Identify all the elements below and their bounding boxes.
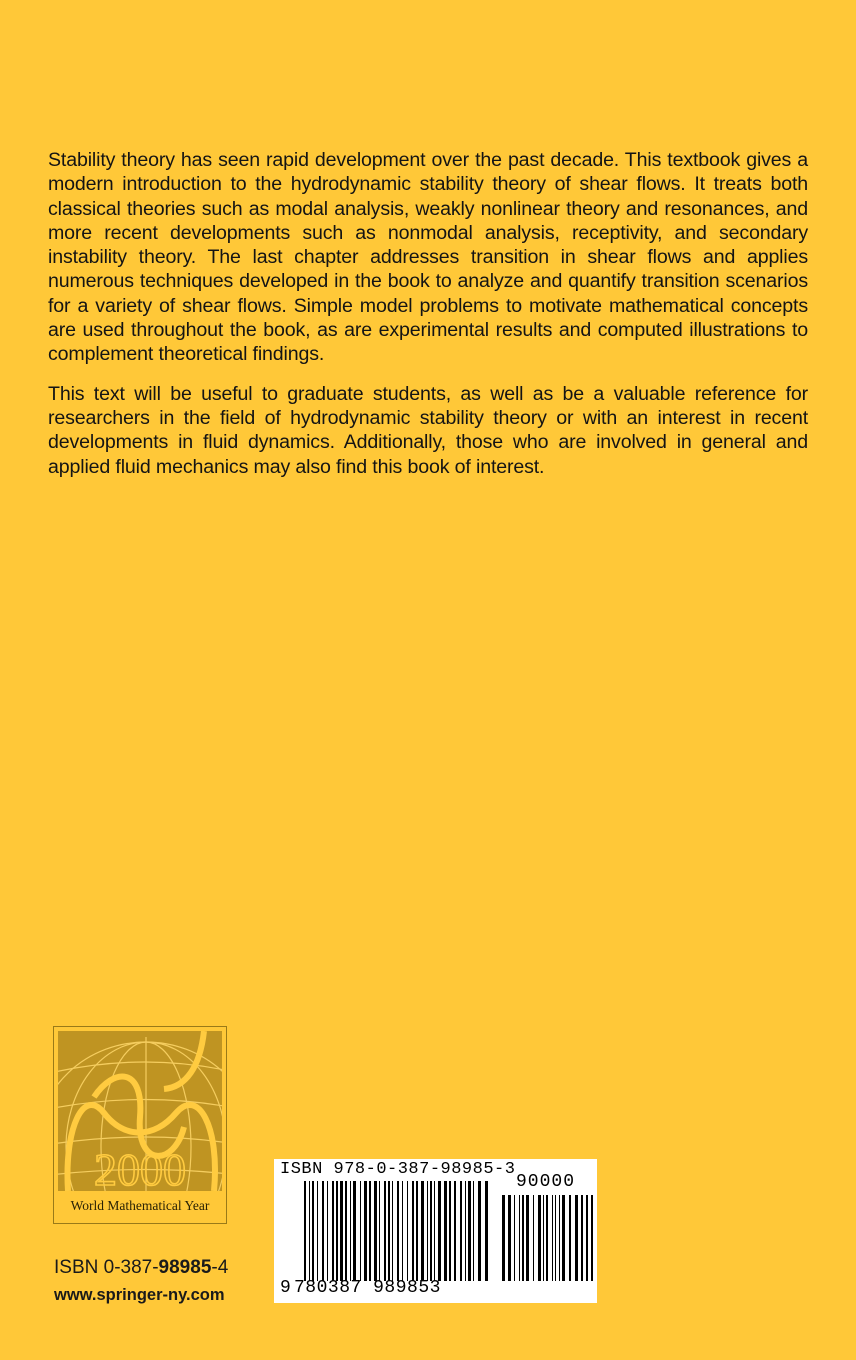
barcode-bar [502,1195,505,1281]
isbn-prefix: ISBN 0-387- [54,1257,159,1278]
barcode-digits: 780387 989853 [294,1278,441,1298]
barcode-bar [340,1181,343,1281]
barcode-bar [336,1181,338,1281]
barcode-bar [591,1195,593,1281]
barcode-bar [392,1181,393,1281]
barcode-bar [514,1195,515,1281]
barcode-bar [538,1195,541,1281]
barcode-bar [312,1181,314,1281]
barcode-bar [581,1195,583,1281]
barcode-bar [327,1181,328,1281]
barcode-bar [473,1181,474,1281]
barcode-bar [345,1181,347,1281]
barcode-bar [519,1195,520,1281]
barcode-bar [468,1181,471,1281]
barcode-bar [322,1181,324,1281]
barcode-bar [374,1181,377,1281]
barcode-bar [353,1181,356,1281]
barcode-bar [454,1181,456,1281]
emblem-globe-icon [54,1027,226,1223]
isbn-line [54,1257,228,1279]
barcode-bar [555,1195,556,1281]
barcode-bar [430,1181,432,1281]
barcode-bar [526,1195,529,1281]
barcode-bar [575,1195,578,1281]
barcode-bar [569,1195,571,1281]
barcode-bar [350,1181,351,1281]
barcode-bar [369,1181,371,1281]
barcode-bar [533,1195,534,1281]
barcode-bar [416,1181,418,1281]
barcode-bar [317,1181,318,1281]
barcode-addon-digits: 90000 [516,1172,576,1192]
barcode-bar [465,1181,466,1281]
barcode-bar [449,1181,451,1281]
barcode-bar [388,1181,390,1281]
publisher-website: www.springer-ny.com [54,1286,225,1304]
barcode-bar [332,1181,334,1281]
barcode-bar [546,1195,548,1281]
barcode-bar [485,1181,488,1281]
barcode-bar [562,1195,565,1281]
world-mathematical-year-emblem [53,1026,227,1224]
barcode-bar [412,1181,414,1281]
barcode-bar [427,1181,428,1281]
barcode-bar [552,1195,553,1281]
barcode-bar [434,1181,435,1281]
barcode-bar [444,1181,447,1281]
barcode-bar [364,1181,367,1281]
barcode-bar [460,1181,462,1281]
barcode-first-digit: 9 [280,1278,291,1298]
barcode-bar [478,1181,481,1281]
description-paragraph-2: This text will be useful to graduate students, as well as be a valuable reference for researchers in the field of hydrodynamic stability theory or with an interest in recent developments in fluid dynamics. Additionally, those who are involved in general and applied fluid mechanics may also find this book of interest. [48,382,808,478]
barcode-bar [379,1181,380,1281]
emblem-year: 2000 [94,1144,186,1195]
barcode-bar [407,1181,408,1281]
barcode-label [274,1159,597,1303]
barcode-bar [421,1181,424,1281]
description-paragraph-1: Stability theory has seen rapid development over the past decade. This textbook gives a modern introduction to the hydrodynamic stability theory of shear flows. It treats both classical theories such as modal analysis, weakly nonlinear theory and resonances, and more recent developments such as nonmodal analysis, receptivity, and secondary instability theory. The last chapter addresses transition in shear flows and applies numerous techniques developed in the book to analyze and quantify transition scenarios for a variety of shear flows. Simple model problems to motivate mathematical concepts are used throughout the book, as are experimental results and computed illustrations to complement theoretical findings. [48,149,808,366]
isbn-suffix: -4 [211,1257,229,1278]
barcode-bar [397,1181,399,1281]
barcode-bar [402,1181,403,1281]
barcode-bar [309,1181,310,1281]
back-cover-description [48,148,808,494]
barcode-bar [543,1195,544,1281]
isbn-bold: 98985 [158,1257,212,1278]
barcode-bar [438,1181,441,1281]
barcode-bar [522,1195,524,1281]
emblem-caption: World Mathematical Year [70,1198,210,1213]
barcode-bar [508,1195,511,1281]
barcode-bar [559,1195,560,1281]
barcode-bar [384,1181,386,1281]
barcode-isbn13: ISBN 978-0-387-98985-3 [280,1160,516,1179]
barcode-bar [360,1181,361,1281]
barcode-bar [586,1195,588,1281]
barcode-bar [304,1181,306,1281]
